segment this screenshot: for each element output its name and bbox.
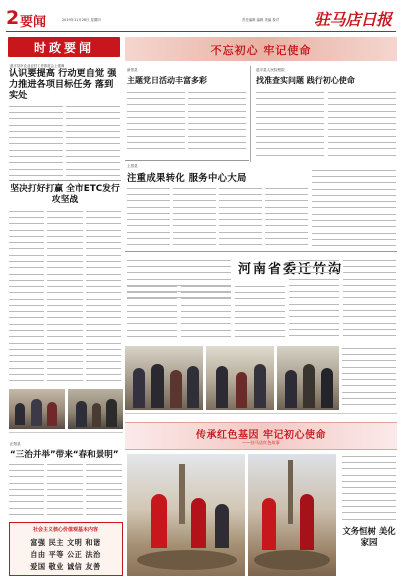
article-headline: 文务恒树 美化家园 bbox=[342, 526, 396, 547]
article-body bbox=[127, 90, 185, 154]
section-banner bbox=[8, 37, 120, 57]
section-name: 要闻 bbox=[20, 15, 47, 30]
article-headline: 注重成果转化 服务中心大局 bbox=[127, 173, 247, 184]
masthead-logo: 驻马店日报 bbox=[314, 10, 392, 29]
article-headline: 主题党日活动丰富多彩 bbox=[127, 76, 207, 85]
article-kicker: 遂平县人民检察院 bbox=[256, 68, 285, 72]
article-body bbox=[342, 346, 396, 410]
divider bbox=[9, 180, 121, 181]
article-headline: “三治并举”带来“春和景明” bbox=[10, 450, 119, 460]
theme-band-title: 不忘初心 牢记使命 bbox=[210, 44, 312, 57]
photo-caption bbox=[9, 432, 123, 439]
core-values-line: 自由 平等 公正 法治 bbox=[30, 550, 101, 559]
news-photo bbox=[9, 389, 65, 429]
tree-planting-photo bbox=[248, 454, 336, 576]
banner-label: 时政要闻 bbox=[33, 41, 94, 55]
promo-subtitle: ——驻马店红色故事 bbox=[242, 440, 280, 445]
promo-band bbox=[125, 422, 397, 450]
news-photo bbox=[68, 389, 123, 429]
article-kicker: 上蔡县 bbox=[127, 164, 138, 168]
article-body bbox=[127, 186, 170, 248]
article-body bbox=[86, 209, 121, 387]
article-body bbox=[9, 104, 63, 178]
article-body bbox=[219, 186, 262, 248]
article-headline: 认识要提高 行动更自觉 强力推进各项目标任务 落到实处 bbox=[9, 68, 117, 101]
article-body bbox=[66, 104, 120, 178]
article-headline: 坚决打好打赢 全市ETC发行攻坚战 bbox=[10, 184, 120, 205]
editors-line: 责任编辑 编辑 美编 校对 bbox=[242, 18, 280, 22]
core-values-title: 社会主义核心价值观基本内容 bbox=[32, 527, 98, 533]
photo-caption bbox=[125, 413, 397, 420]
date-line: 2019年11月28日 星期四 bbox=[62, 18, 101, 22]
article-body bbox=[181, 284, 231, 344]
news-photo bbox=[277, 346, 339, 410]
article-kicker: 遂平县市农业农村工作推进会上强调 bbox=[10, 64, 65, 68]
article-kicker: 新蔡县 bbox=[127, 68, 138, 72]
tree-planting-photo bbox=[127, 454, 245, 576]
core-values-line: 爱国 敬业 诚信 友善 bbox=[30, 562, 101, 571]
article-headline: 河南省委迁竹沟 bbox=[238, 262, 344, 277]
page-header bbox=[6, 6, 396, 32]
article-body bbox=[235, 284, 285, 344]
article-body bbox=[127, 284, 177, 344]
article-kicker: 正阳县 bbox=[10, 442, 21, 446]
article-headline: 找准查实问题 践行初心使命 bbox=[256, 76, 355, 85]
news-photo bbox=[206, 346, 274, 410]
divider bbox=[125, 160, 249, 161]
news-photo bbox=[125, 346, 203, 410]
article-body bbox=[343, 258, 396, 344]
page-number: 2 bbox=[6, 7, 20, 29]
article-body bbox=[265, 186, 308, 248]
promo-title: 传承红色基因 牢记初心使命 bbox=[196, 430, 326, 441]
article-body bbox=[256, 90, 324, 162]
article-body bbox=[188, 90, 246, 154]
article-body bbox=[173, 186, 216, 248]
divider bbox=[125, 251, 397, 252]
theme-band bbox=[125, 37, 397, 61]
article-body bbox=[342, 454, 396, 522]
article-body bbox=[312, 168, 396, 250]
article-body bbox=[9, 209, 44, 387]
article-body bbox=[86, 462, 122, 520]
article-body bbox=[328, 90, 396, 162]
article-body bbox=[47, 462, 83, 520]
article-body bbox=[289, 258, 339, 344]
article-body bbox=[9, 462, 44, 520]
core-values-line: 富强 民主 文明 和谐 bbox=[30, 538, 101, 547]
column-divider bbox=[250, 66, 251, 162]
article-body bbox=[47, 209, 83, 387]
core-values-box bbox=[9, 522, 123, 576]
